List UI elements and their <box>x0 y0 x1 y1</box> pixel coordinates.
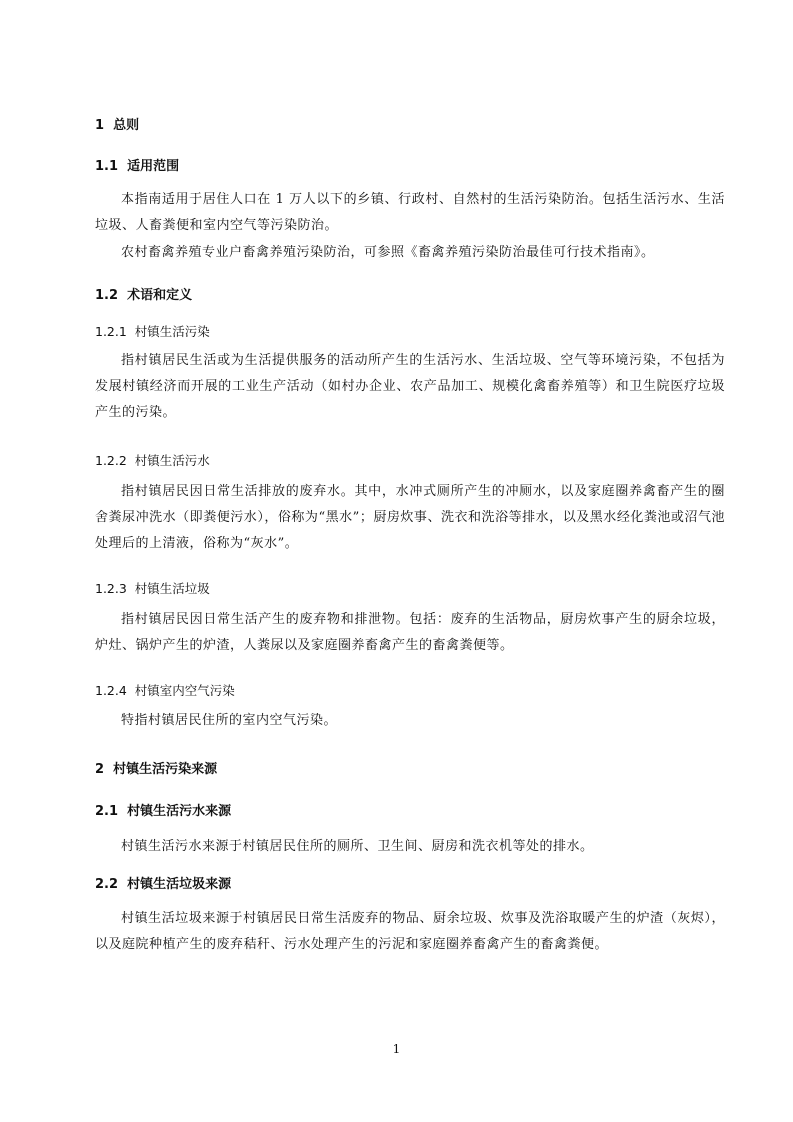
section-number: 1.2.2 <box>95 453 127 468</box>
paragraph-scope: 本指南适用于居住人口在 1 万人以下的乡镇、行政村、自然村的生活污染防治。包括生活污水、生活垃圾、人畜粪便和室内空气等污染防治。 <box>95 192 725 233</box>
paragraph-indoor-air: 特指村镇居民住所的室内空气污染。 <box>121 713 338 728</box>
heading-1-2-3 <box>95 581 725 597</box>
heading-2-1 <box>95 804 725 820</box>
heading-1-2-1 <box>95 324 725 340</box>
section-title: 村镇生活污染 <box>134 324 210 339</box>
heading-2 <box>95 762 725 778</box>
heading-1-1 <box>95 159 725 175</box>
paragraph-sewage-source: 村镇生活污水来源于村镇居民住所的厕所、卫生间、厨房和洗衣机等处的排水。 <box>121 839 594 854</box>
section-number: 1 <box>95 118 105 133</box>
heading-1 <box>95 118 725 134</box>
paragraph-village-garbage: 指村镇居民因日常生活产生的废弃物和排泄物。包括：废弃的生活物品，厨房炊事产生的厨余垃圾，炉灶、锅炉产生的炉渣，人粪尿以及家庭圈养畜禽产生的畜禽粪便等。 <box>95 612 725 653</box>
section-number: 2 <box>95 762 105 777</box>
heading-1-2-2 <box>95 453 725 469</box>
section-title: 村镇生活污染来源 <box>113 762 218 777</box>
section-number: 1.2.4 <box>95 683 127 698</box>
section-number: 1.2.3 <box>95 581 127 596</box>
section-title: 村镇生活污水 <box>134 453 210 468</box>
section-number: 2.2 <box>95 877 119 892</box>
section-title: 村镇生活污水来源 <box>127 804 232 819</box>
heading-1-2 <box>95 288 725 304</box>
section-number: 1.1 <box>95 159 119 174</box>
section-title: 术语和定义 <box>127 288 193 303</box>
section-number: 1.2 <box>95 288 119 303</box>
paragraph-garbage-source: 村镇生活垃圾来源于村镇居民日常生活废弃的物品、厨余垃圾、炊事及洗浴取暖产生的炉渣（灰烬），以及庭院种植产生的废弃秸秆、污水处理产生的污泥和家庭圈养畜禽产生的畜禽粪便。 <box>95 911 725 952</box>
heading-1-2-4 <box>95 683 725 699</box>
section-title: 村镇生活垃圾 <box>134 581 210 596</box>
paragraph-livestock-reference: 农村畜禽养殖专业户畜禽养殖污染防治，可参照《畜禽养殖污染防治最佳可行技术指南》。 <box>121 245 655 260</box>
paragraph-village-sewage: 指村镇居民因日常生活排放的废弃水。其中，水冲式厕所产生的冲厕水，以及家庭圈养禽畜产生的圈舍粪尿冲洗水（即粪便污水），俗称为“黑水”；厨房炊事、洗衣和洗浴等排水，以及黑水经化粪池或沼气池处理后的上清液，俗称为“灰水”。 <box>95 484 725 551</box>
heading-2-2 <box>95 877 725 893</box>
section-number: 2.1 <box>95 804 119 819</box>
section-title: 村镇室内空气污染 <box>134 683 235 698</box>
section-title: 村镇生活垃圾来源 <box>127 877 232 892</box>
section-title: 总则 <box>113 118 140 133</box>
section-number: 1.2.1 <box>95 324 127 339</box>
page-number: 1 <box>392 1042 401 1056</box>
paragraph-village-pollution: 指村镇居民生活或为生活提供服务的活动所产生的生活污水、生活垃圾、空气等环境污染，不包括为发展村镇经济而开展的工业生产活动（如村办企业、农产品加工、规模化禽畜养殖等）和卫生院医疗垃圾产生的污染。 <box>95 353 725 420</box>
section-title: 适用范围 <box>127 159 180 174</box>
